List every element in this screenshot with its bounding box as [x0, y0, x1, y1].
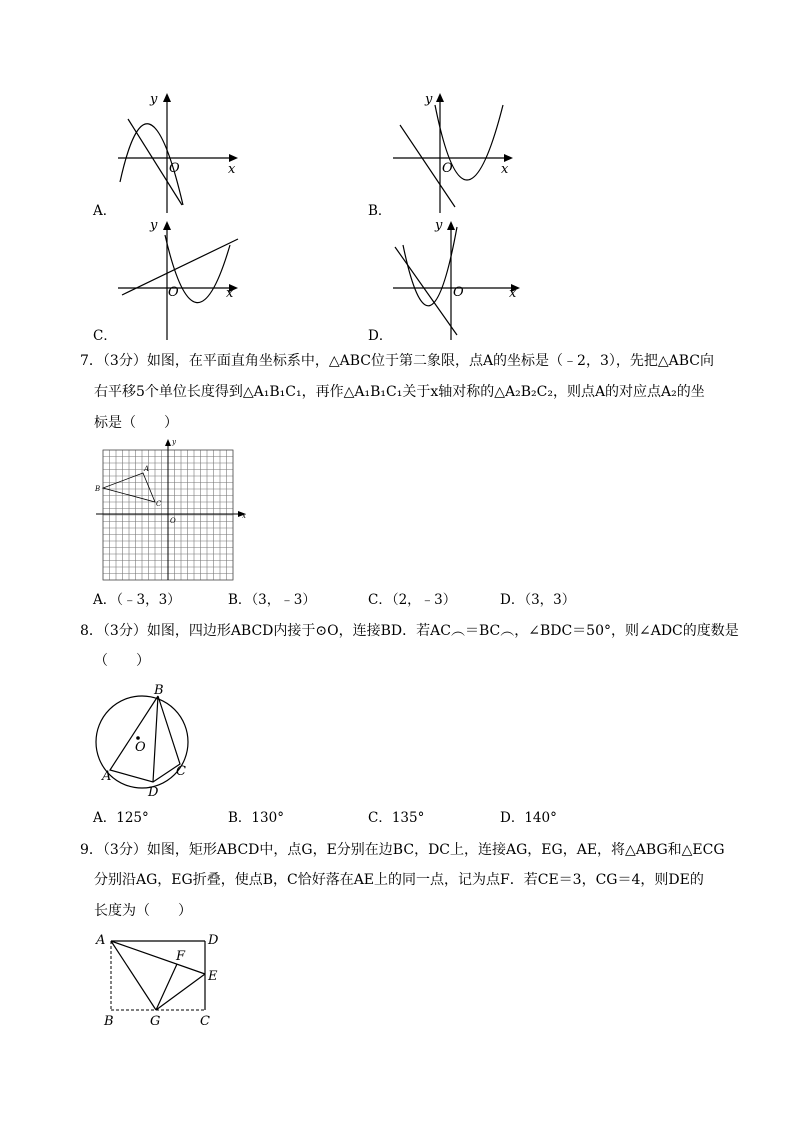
graph-c	[110, 215, 250, 345]
q9-label-b: B	[104, 1014, 114, 1028]
graph-c-x-label: x	[226, 286, 234, 301]
graph-b-origin: O	[442, 161, 453, 176]
q8-label-a: A	[102, 769, 112, 784]
q7-text-line1: 7．（3分）如图，在平面直角坐标系中，△ABC位于第二象限，点A的坐标是（﹣2，3），先把△ABC向	[80, 353, 715, 369]
q8-text-line2: （ ）	[94, 653, 150, 669]
q9-label-e: E	[208, 969, 218, 984]
q8-label-b: B	[154, 683, 164, 698]
q7-option-d: D．（3，3）	[500, 592, 576, 608]
q8-label-d: D	[148, 785, 159, 800]
graph-d-y-label: y	[435, 218, 443, 233]
graph-b	[385, 85, 525, 215]
q7-label-x: x	[242, 512, 246, 520]
q8-option-c: C．135°	[368, 810, 425, 826]
q9-text-line1: 9．（3分）如图，矩形ABCD中，点G，E分别在边BC，DC上，连接AG，EG，AE，将△ABG和△ECG	[80, 842, 725, 858]
graph-a	[110, 85, 250, 215]
graph-d	[385, 215, 525, 345]
q7-option-c: C．（2，﹣3）	[368, 592, 457, 608]
q7-label-b: B	[95, 485, 101, 493]
q8-option-d: D．140°	[500, 810, 557, 826]
q9-label-c: C	[200, 1014, 210, 1028]
q7-label-y: y	[172, 438, 176, 446]
graph-c-origin: O	[168, 285, 179, 300]
q6-option-c: C．	[93, 328, 117, 344]
q7-grid-figure	[92, 436, 252, 584]
graph-b-y-label: y	[425, 92, 433, 107]
q9-label-f: F	[176, 949, 186, 964]
q7-text-line2: 右平移5个单位长度得到△A₁B₁C₁，再作△A₁B₁C₁关于x轴对称的△A₂B₂C₂，则点A的对应点A₂的坐	[94, 384, 705, 400]
graph-a-x-label: x	[228, 162, 236, 177]
q9-label-g: G	[150, 1014, 161, 1028]
q8-label-o: O	[135, 740, 146, 755]
q9-label-d: D	[208, 933, 219, 948]
q6-option-a: A．	[93, 203, 117, 219]
q9-text-line2: 分别沿AG，EG折叠，使点B，C恰好落在AE上的同一点，记为点F．若CE＝3，CG＝4，则DE的	[94, 872, 704, 888]
graph-a-y-label: y	[150, 92, 158, 107]
graph-d-origin: O	[453, 285, 464, 300]
q9-label-a: A	[96, 933, 106, 948]
q8-circle-figure	[92, 680, 202, 800]
q6-option-d: D．	[368, 328, 393, 344]
q6-option-b: B．	[368, 203, 392, 219]
q7-text-line3: 标是（ ）	[94, 415, 178, 431]
q7-option-b: B．（3，﹣3）	[228, 592, 316, 608]
q9-text-line3: 长度为（ ）	[94, 903, 192, 919]
q9-rectangle-figure	[92, 928, 232, 1028]
graph-c-y-label: y	[150, 218, 158, 233]
q7-label-o: O	[170, 517, 176, 525]
q8-option-b: B．130°	[228, 810, 284, 826]
q8-option-a: A．125°	[93, 810, 149, 826]
graph-a-origin: O	[169, 161, 180, 176]
graph-d-x-label: x	[509, 286, 517, 301]
q7-label-a: A	[144, 465, 150, 473]
q8-label-c: C	[176, 764, 186, 779]
q8-text-line1: 8．（3分）如图，四边形ABCD内接于⊙O，连接BD．若AC︵＝BC︵，∠BDC＝50°，则∠ADC的度数是	[80, 623, 739, 639]
q7-label-c: C	[156, 500, 162, 508]
graph-b-x-label: x	[501, 162, 509, 177]
q7-option-a: A．（﹣3，3）	[93, 592, 181, 608]
